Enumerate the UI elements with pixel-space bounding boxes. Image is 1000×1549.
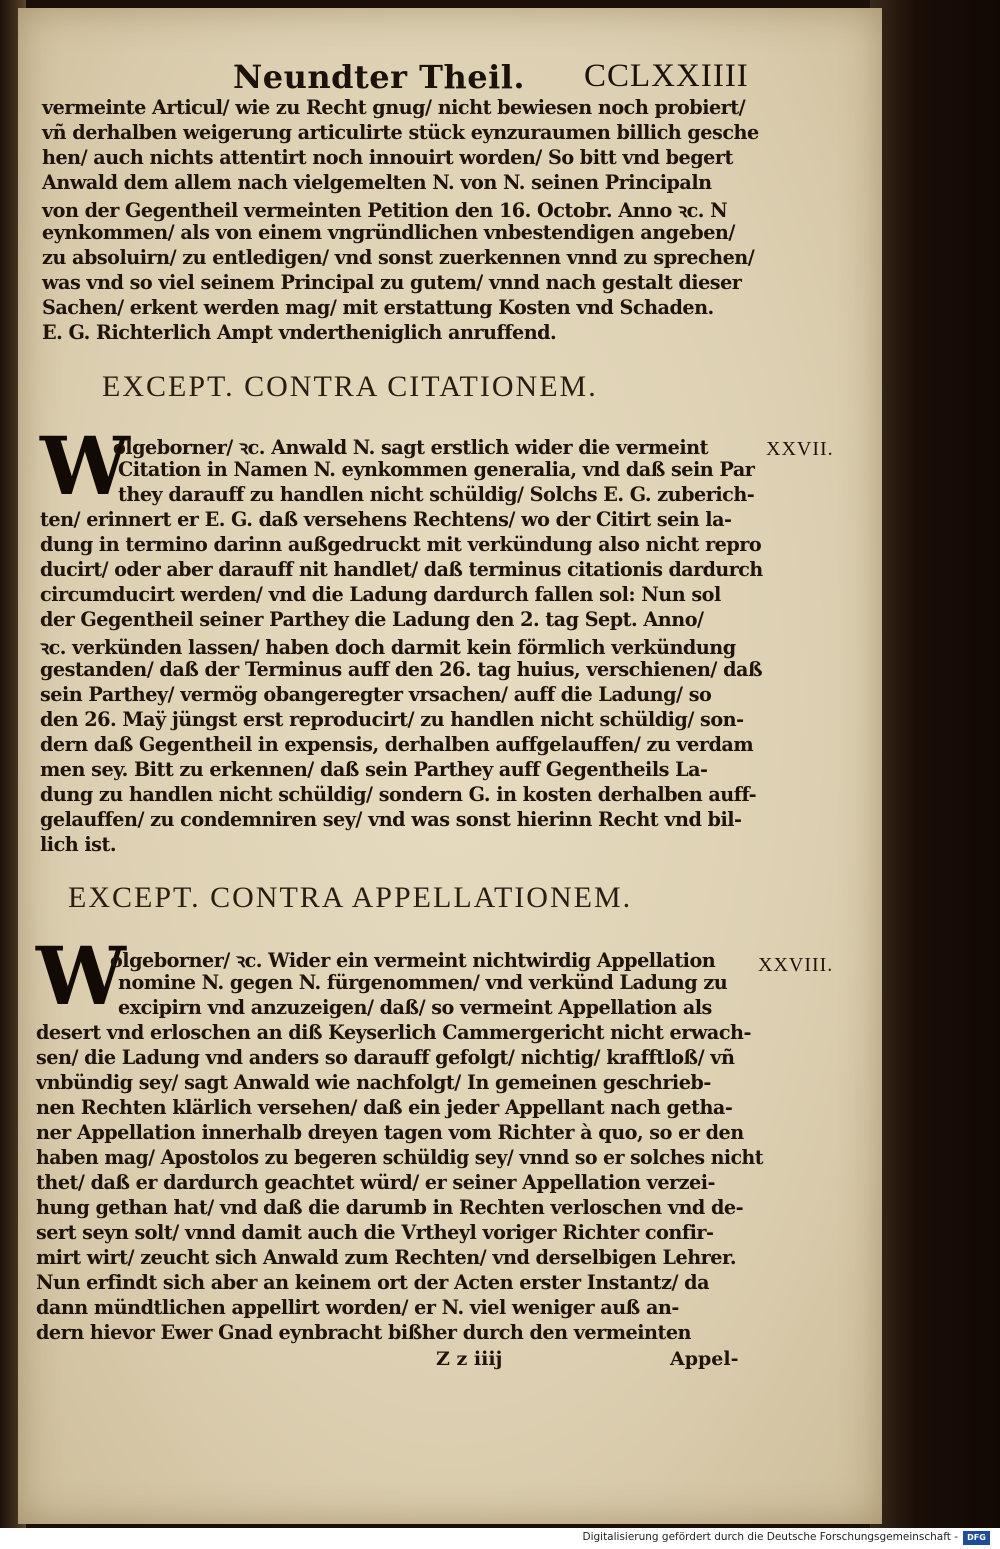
- text-line: sert seyn solt/ vnnd damit auch die Vrtheyl voriger Richter confir-: [36, 1221, 714, 1244]
- text-line: hung gethan hat/ vnd daß die darumb in Rechten verloschen vnd de-: [36, 1196, 744, 1219]
- text-line: ner Appellation innerhalb dreyen tagen vom Richter à quo, so er den: [36, 1121, 744, 1144]
- folio-number: CCLXXIIII: [584, 58, 749, 94]
- text-line: desert vnd erloschen an diß Keyserlich Cammergericht nicht erwach-: [36, 1021, 751, 1044]
- text-line: gestanden/ daß der Terminus auff den 26. tag huius, verschienen/ daß: [40, 658, 763, 681]
- running-head: Neundter Theil.: [233, 58, 526, 96]
- book-page: [18, 8, 882, 1524]
- margin-number: XXVII.: [766, 438, 834, 460]
- text-line: circumducirt werden/ vnd die Ladung dardurch fallen sol: Nun sol: [40, 583, 721, 606]
- text-line: dern daß Gegentheil in expensis, derhalben auffgelauffen/ zu verdam: [40, 733, 754, 756]
- text-line: olgeborner/ ꝛc. Wider ein vermeint nichtwirdig Appellation: [110, 949, 716, 972]
- text-line: Citation in Namen N. eynkommen generalia, vnd daß sein Par: [118, 458, 755, 481]
- book-cover-board: [870, 0, 1000, 1530]
- footer-bar: [0, 1528, 1000, 1549]
- text-line: Sachen/ erkent werden mag/ mit erstattung Kosten vnd Schaden.: [42, 296, 714, 319]
- text-line: nomine N. gegen N. fürgenommen/ vnd verkünd Ladung zu: [118, 971, 728, 994]
- dfg-logo-icon: DFG: [963, 1531, 990, 1545]
- text-line: dung in termino darinn außgedruckt mit verkündung also nicht repro: [40, 533, 762, 556]
- text-line: dung zu handlen nicht schüldig/ sondern G. in kosten derhalben auff-: [40, 783, 757, 806]
- catchword: Appel-: [670, 1348, 739, 1370]
- text-line: vñ derhalben weigerung articulirte stück eynzuraumen billich gesche: [42, 121, 759, 144]
- text-line: zu absoluirn/ zu entledigen/ vnd sonst zuerkennen vnnd zu sprechen/: [42, 246, 755, 269]
- text-line: haben mag/ Apostolos zu begeren schüldig sey/ vnnd so er solches nicht: [36, 1146, 763, 1169]
- text-line: mirt wirt/ zeucht sich Anwald zum Rechten/ vnd derselbigen Lehrer.: [36, 1246, 737, 1269]
- text-line: sen/ die Ladung vnd anders so darauff gefolgt/ nichtig/ krafftloß/ vñ: [36, 1046, 735, 1069]
- text-line: sein Parthey/ vermög obangeregter vrsachen/ auff die Ladung/ so: [40, 683, 712, 706]
- section-heading: EXCEPT. CONTRA APPELLATIONEM.: [68, 881, 633, 914]
- text-line: ten/ erinnert er E. G. daß versehens Rechtens/ wo der Citirt sein la-: [40, 508, 732, 531]
- text-line: nen Rechten klärlich versehen/ daß ein jeder Appellant nach getha-: [36, 1096, 733, 1119]
- text-line: Nun erfindt sich aber an keinem ort der Acten erster Instantz/ da: [36, 1271, 710, 1294]
- text-line: dern hievor Ewer Gnad eynbracht bißher durch den vermeinten: [36, 1321, 692, 1344]
- text-line: dann mündtlichen appellirt worden/ er N. viel weniger auß an-: [36, 1296, 679, 1319]
- signature-mark: Z z iiij: [436, 1348, 503, 1370]
- text-line: they darauff zu handlen nicht schüldig/ Solchs E. G. zuberich-: [118, 483, 755, 506]
- text-line: von der Gegentheil vermeinten Petition den 16. Octobr. Anno ꝛc. N: [42, 199, 728, 222]
- section-heading: EXCEPT. CONTRA CITATIONEM.: [102, 370, 598, 403]
- text-line: lich ist.: [40, 833, 117, 856]
- text-line: eynkommen/ als von einem vngründlichen vnbestendigen angeben/: [42, 221, 735, 244]
- text-line: olgeborner/ ꝛc. Anwald N. sagt erstlich wider die vermeint: [113, 436, 708, 459]
- text-line: vermeinte Articul/ wie zu Recht gnug/ nicht bewiesen noch probiert/: [42, 96, 746, 119]
- text-line: gelauffen/ zu condemniren sey/ vnd was sonst hierinn Recht vnd bil-: [40, 808, 742, 831]
- text-line: was vnd so viel seinem Principal zu gutem/ vnnd nach gestalt dieser: [42, 271, 742, 294]
- text-line: der Gegentheil seiner Parthey die Ladung den 2. tag Sept. Anno/: [40, 608, 704, 631]
- text-line: ꝛc. verkünden lassen/ haben doch darmit kein förmlich verkündung: [40, 636, 736, 659]
- text-line: den 26. Maÿ jüngst erst reproducirt/ zu handlen nicht schüldig/ son-: [40, 708, 744, 731]
- decorated-initial: W: [40, 419, 130, 513]
- text-line: thet/ daß er dardurch geachtet würd/ er seiner Appellation verzei-: [36, 1171, 715, 1194]
- funding-credit: Digitalisierung gefördert durch die Deutsche Forschungsgemeinschaft -: [582, 1531, 958, 1543]
- margin-number: XXVIII.: [758, 954, 834, 976]
- text-line: Anwald dem allem nach vielgemelten N. von N. seinen Principaln: [42, 171, 712, 194]
- text-line: hen/ auch nichts attentirt noch innouirt worden/ So bitt vnd begert: [42, 146, 733, 169]
- text-line: vnbündig sey/ sagt Anwald wie nachfolgt/ In gemeinen geschrieb-: [36, 1071, 711, 1094]
- text-line: men sey. Bitt zu erkennen/ daß sein Parthey auff Gegentheils La-: [40, 758, 708, 781]
- text-line: E. G. Richterlich Ampt vndertheniglich anruffend.: [42, 321, 557, 344]
- decorated-initial: W: [36, 929, 126, 1023]
- text-line: excipirn vnd anzuzeigen/ daß/ so vermeint Appellation als: [118, 996, 712, 1019]
- text-line: ducirt/ oder aber darauff nit handlet/ daß terminus citationis dardurch: [40, 558, 763, 581]
